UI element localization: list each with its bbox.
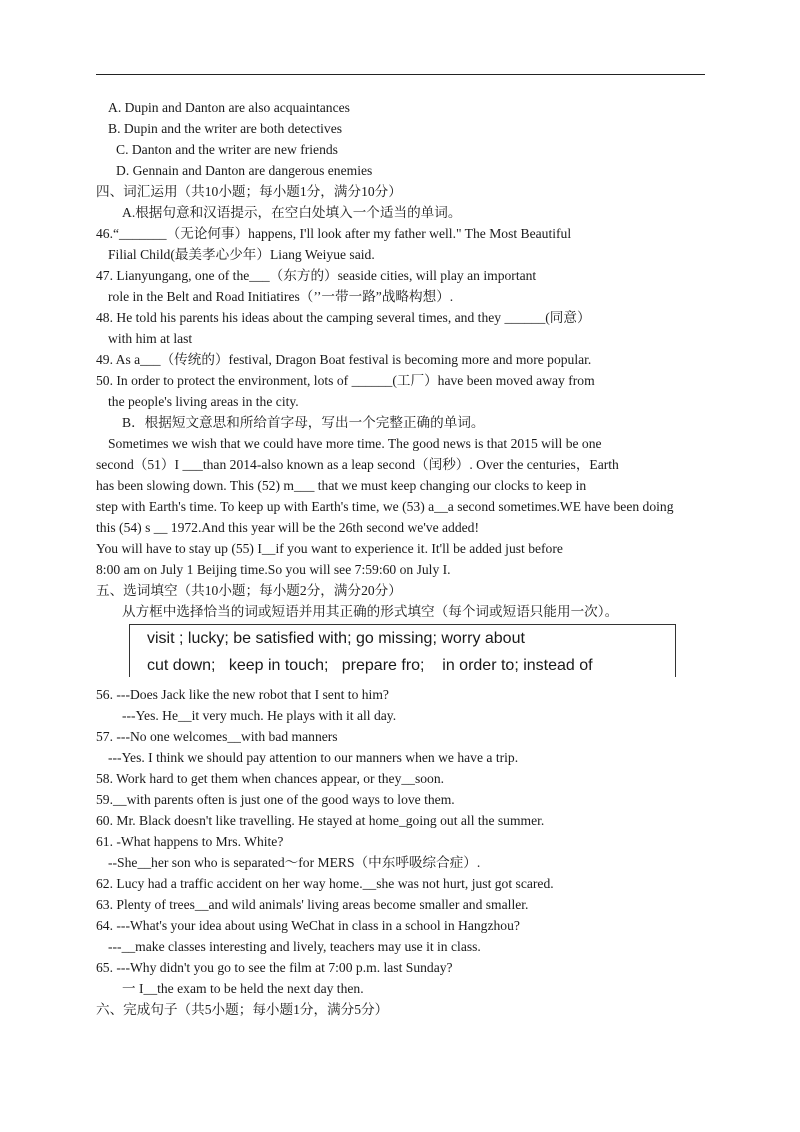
- question-50: 50. In order to protect the environment, lots of ______(工厂）have been moved away from: [96, 373, 595, 388]
- question-64-answer: ---__make classes interesting and lively, teachers may use it in class.: [108, 939, 481, 954]
- header-rule: [96, 74, 705, 75]
- question-56-answer: ---Yes. He__it very much. He plays with it all day.: [122, 708, 397, 723]
- question-46: 46.“_______（无论何事）happens, I'll look after my father well." The Most Beautiful: [96, 226, 572, 241]
- question-61-answer: --She__her son who is separated～for MERS（中东呼吸综合症）.: [108, 855, 481, 870]
- section-4-heading: 四、词汇运用（共10小题；每小题1分，满分10分）: [96, 184, 402, 199]
- passage-line-7: 8:00 am on July 1 Beijing time.So you will see 7:59:60 on July I.: [96, 562, 451, 577]
- passage-line-2: second（51）I ___than 2014-also known as a leap second（闰秒）. Over the centuries，Earth: [96, 457, 619, 472]
- question-47-cont: role in the Belt and Road Initiatires（’’一带一路”战略构想）.: [108, 289, 454, 304]
- option-c: C. Danton and the writer are new friends: [116, 142, 338, 157]
- question-62: 62. Lucy had a traffic accident on her way home.__she was not hurt, just got scared.: [96, 876, 554, 891]
- question-56: 56. ---Does Jack like the new robot that I sent to him?: [96, 687, 389, 702]
- word-box: [129, 624, 676, 677]
- option-b: B. Dupin and the writer are both detectives: [108, 121, 343, 136]
- passage-line-6: You will have to stay up (55) I__if you want to experience it. It'll be added just before: [96, 541, 563, 556]
- passage-line-4: step with Earth's time. To keep up with Earth's time, we (53) a__a second sometimes.WE have been doing: [96, 499, 674, 514]
- question-48-cont: with him at last: [108, 331, 193, 346]
- question-65: 65. ---Why didn't you go to see the film at 7:00 p.m. last Sunday?: [96, 960, 453, 975]
- passage-line-1: Sometimes we wish that we could have more time. The good news is that 2015 will be one: [108, 436, 602, 451]
- question-58: 58. Work hard to get them when chances appear, or they__soon.: [96, 771, 445, 786]
- option-d: D. Gennain and Danton are dangerous enemies: [116, 163, 373, 178]
- section-6-heading: 六、完成句子（共5小题；每小题1分，满分5分）: [96, 1002, 389, 1017]
- question-49: 49. As a___（传统的）festival, Dragon Boat festival is becoming more and more popular.: [96, 352, 592, 367]
- part-b-instruction: B．根据短文意思和所给首字母，写出一个完整正确的单词。: [122, 415, 485, 430]
- passage-line-5: this (54) s __ 1972.And this year will be the 26th second we've added!: [96, 520, 479, 535]
- question-57: 57. ---No one welcomes__with bad manners: [96, 729, 338, 744]
- option-a: A. Dupin and Danton are also acquaintances: [108, 100, 350, 115]
- question-47: 47. Lianyungang, one of the___（东方的）seaside cities, will play an important: [96, 268, 537, 283]
- passage-line-3: has been slowing down. This (52) m___ that we must keep changing our clocks to keep in: [96, 478, 587, 493]
- word-box-line-2: cut down; keep in touch; prepare fro; in order to; instead of: [147, 657, 593, 674]
- question-64: 64. ---What's your idea about using WeChat in class in a school in Hangzhou?: [96, 918, 520, 933]
- section-5-heading: 五、选词填空（共10小题；每小题2分，满分20分）: [96, 583, 402, 598]
- section-5-instruction: 从方框中选择恰当的词或短语并用其正确的形式填空（每个词或短语只能用一次）。: [122, 604, 619, 619]
- part-a-instruction: A.根据句意和汉语提示，在空白处填入一个适当的单词。: [122, 205, 462, 220]
- question-60: 60. Mr. Black doesn't like travelling. He stayed at home_going out all the summer.: [96, 813, 545, 828]
- question-63: 63. Plenty of trees__and wild animals' living areas become smaller and smaller.: [96, 897, 529, 912]
- question-61: 61. -What happens to Mrs. White?: [96, 834, 284, 849]
- question-48: 48. He told his parents his ideas about the camping several times, and they ______(同意）: [96, 310, 591, 325]
- question-59: 59.__with parents often is just one of the good ways to love them.: [96, 792, 455, 807]
- question-46-cont: Filial Child(最美孝心少年）Liang Weiyue said.: [108, 247, 375, 262]
- question-65-answer: 一 I__the exam to be held the next day then.: [122, 981, 364, 996]
- word-box-line-1: visit ; lucky; be satisfied with; go missing; worry about: [147, 630, 525, 647]
- question-50-cont: the people's living areas in the city.: [108, 394, 299, 409]
- question-57-answer: ---Yes. I think we should pay attention to our manners when we have a trip.: [108, 750, 519, 765]
